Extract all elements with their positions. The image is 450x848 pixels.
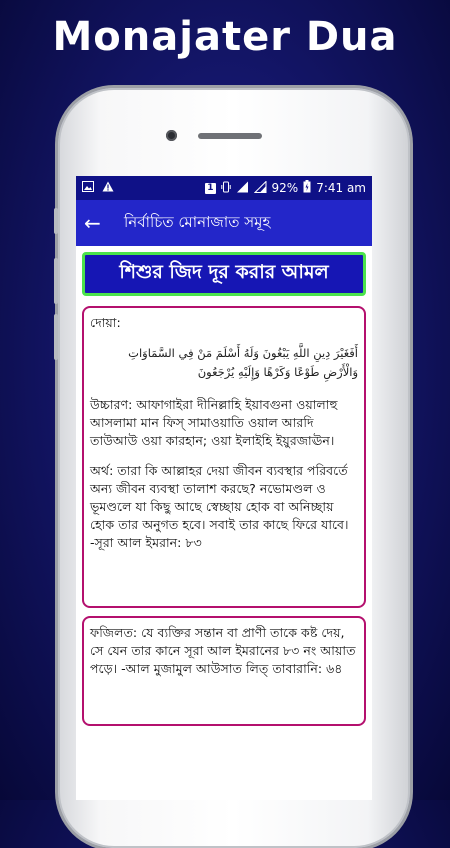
mute-switch bbox=[54, 208, 58, 234]
pronunciation-text: উচ্চারণ: আফাগাইরা দীনিল্লাহি ইয়াবগুনা ওয়ালাহু আসলামা মান ফিস্ সামাওয়াতি ওয়াল আরদি তাউআউ ওয়া কারহান; ওয়া ইলাইহি ইয়ুরজাঊন। bbox=[90, 397, 338, 448]
app-screen bbox=[76, 176, 372, 800]
dua-heading: শিশুর জিদ দূর করার আমল bbox=[82, 252, 366, 296]
vibrate-icon bbox=[221, 181, 231, 196]
virtue-card bbox=[82, 616, 366, 726]
arabic-text: أَفَغَيْرَ دِينِ اللَّهِ يَبْغُونَ وَلَهُ أَسْلَمَ مَنْ فِي السَّمَاوَاتِ وَالْأَرْضِ طَوْعًا وَكَرْهًا وَإِلَيْهِ يُرْجَعُونَ bbox=[128, 346, 358, 379]
battery-percent: 92% bbox=[271, 181, 299, 195]
clock: 7:41 am bbox=[316, 181, 366, 195]
front-camera bbox=[166, 130, 177, 141]
virtue-text: ফজিলত: যে ব্যক্তির সন্তান বা প্রাণী তাকে কষ্ট দেয়, সে যেন তার কানে সূরা আল ইমরানের ৮৩ নং আয়াত পড়ে। -আল মুজামুল আউসাত লিত্ তাবারানি: ৬৪ bbox=[90, 625, 356, 676]
status-bar bbox=[76, 176, 372, 200]
dua-label: দোয়া: bbox=[90, 315, 121, 330]
volume-up-button bbox=[54, 258, 58, 304]
promo-title: Monajater Dua bbox=[52, 14, 398, 60]
image-notification-icon bbox=[82, 181, 94, 195]
meaning-text: অর্থ: তারা কি আল্লাহর দেয়া জীবন ব্যবস্থার পরিবর্তে অন্য জীবন ব্যবস্থা তালাশ করছে? নভোমণ্ডল ও ভূমণ্ডলে যা কিছু আছে স্বেচ্ছায় হোক বা অনিচ্ছায় হোক তার অনুগত হবে। সবাই তার কাছে ফিরে যাবে। -সূরা আল ইমরান: ৮৩ bbox=[90, 463, 349, 550]
toolbar-title: নির্বাচিত মোনাজাত সমূহ bbox=[124, 212, 271, 231]
back-arrow-icon[interactable]: ← bbox=[84, 211, 101, 235]
battery-charging-icon bbox=[303, 180, 311, 196]
signal-icon-2 bbox=[254, 181, 267, 196]
sim-slot-icon: 1 bbox=[207, 182, 214, 193]
earpiece-speaker bbox=[198, 133, 262, 139]
signal-icon bbox=[236, 181, 249, 196]
dua-card bbox=[82, 306, 366, 608]
app-toolbar bbox=[76, 200, 372, 246]
warning-icon bbox=[102, 181, 114, 195]
volume-down-button bbox=[54, 314, 58, 360]
